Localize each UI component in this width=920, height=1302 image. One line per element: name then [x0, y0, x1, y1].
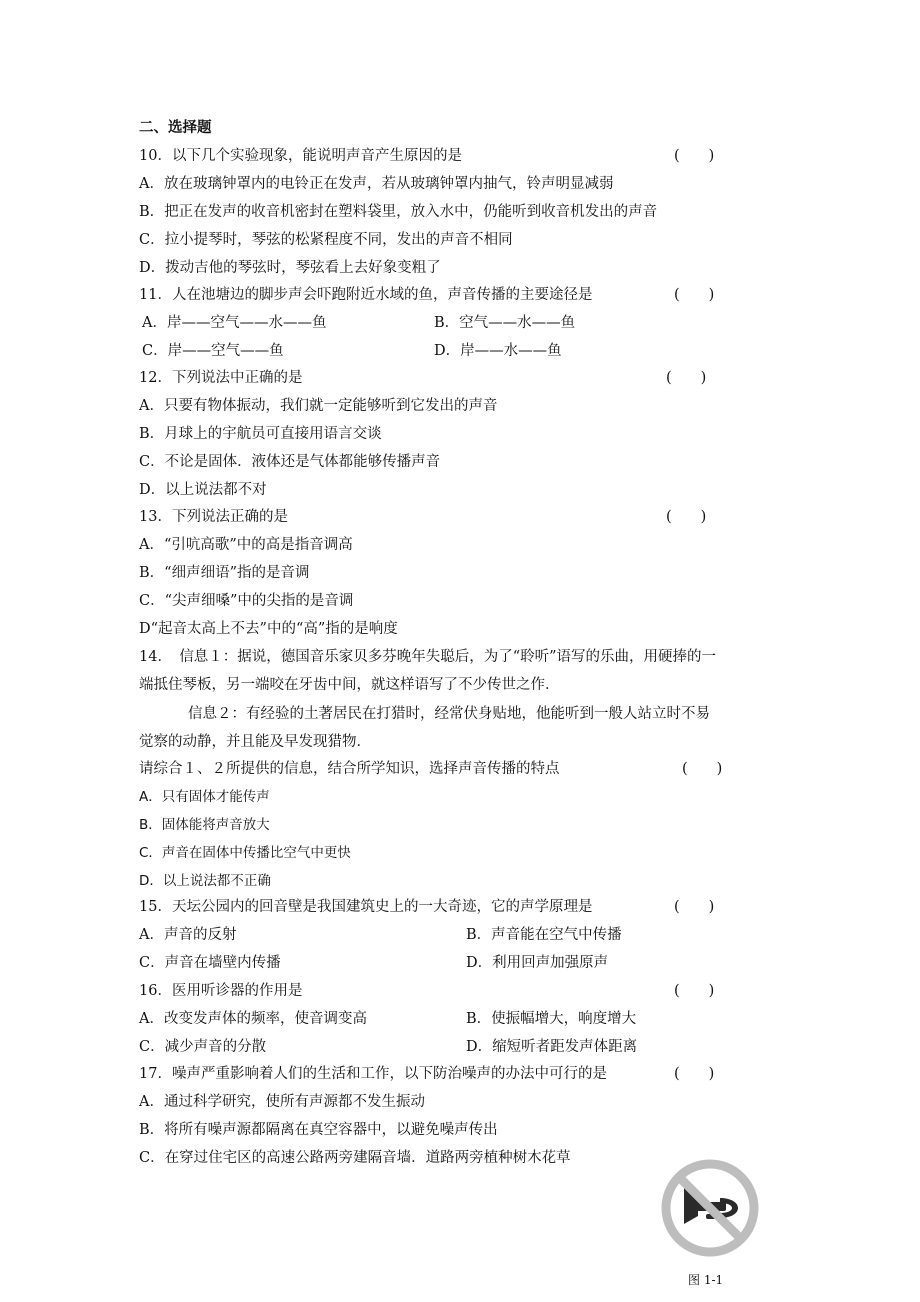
question-15-option-a: A．声音的反射	[139, 927, 237, 943]
question-12-answer-blank: ( )	[666, 370, 707, 386]
question-14-option-d: D．以上说法都不正确	[139, 873, 271, 889]
question-14-info-2-line-1: 信息２：有经验的土著居民在打猎时，经常伏身贴地，他能听到一般人站立时不易	[188, 706, 710, 722]
question-15-stem: 15．天坛公园内的回音壁是我国建筑史上的一大奇迹，它的声学原理是	[139, 899, 593, 915]
no-horn-sign-icon	[660, 1158, 760, 1258]
question-16-stem: 16．医用听诊器的作用是	[139, 983, 303, 999]
question-11-option-a: A．岸——空气——水——鱼	[142, 315, 327, 331]
question-12-option-d: D．以上说法都不对	[139, 482, 267, 498]
question-11-option-c: C．岸——空气——鱼	[142, 343, 284, 359]
question-14-option-c: C．声音在固体中传播比空气中更快	[139, 845, 351, 861]
question-15-option-b: B．声音能在空气中传播	[466, 927, 622, 943]
question-17-answer-blank: ( )	[674, 1066, 715, 1082]
question-13-answer-blank: ( )	[666, 509, 707, 525]
question-10-option-c: C．拉小提琴时，琴弦的松紧程度不同，发出的声音不相同	[139, 232, 513, 248]
question-13-option-a: A．“引吭高歌”中的高是指音调高	[139, 537, 353, 553]
question-13-option-b: B．“细声细语”指的是音调	[139, 565, 310, 581]
question-12-option-c: C．不论是固体．液体还是气体都能够传播声音	[139, 454, 441, 470]
question-17-option-a: A．通过科学研究，使所有声源都不发生振动	[139, 1094, 425, 1110]
question-16-option-a: A．改变发声体的频率，使音调变高	[139, 1011, 367, 1027]
question-17-option-b: B．将所有噪声源都隔离在真空容器中，以避免噪声传出	[139, 1122, 498, 1138]
question-10-option-b: B．把正在发声的收音机密封在塑料袋里，放入水中，仍能听到收音机发出的声音	[139, 204, 658, 220]
question-11-stem: 11．人在池塘边的脚步声会吓跑附近水域的鱼，声音传播的主要途径是	[139, 287, 593, 303]
question-14-stem: 请综合１、２所提供的信息，结合所学知识，选择声音传播的特点	[139, 761, 560, 777]
question-13-stem: 13．下列说法正确的是	[139, 509, 288, 525]
question-16-option-b: B．使振幅增大，响度增大	[466, 1011, 637, 1027]
question-10-answer-blank: ( )	[674, 148, 715, 164]
question-15-answer-blank: ( )	[674, 899, 715, 915]
question-15-option-c: C．声音在墙壁内传播	[139, 955, 281, 971]
figure-caption: 图 1-1	[688, 1273, 724, 1287]
question-17-option-c: C．在穿过住宅区的高速公路两旁建隔音墙．道路两旁植种树木花草	[139, 1150, 571, 1166]
question-12-stem: 12．下列说法中正确的是	[139, 370, 303, 386]
question-17-stem: 17．噪声严重影响着人们的生活和工作，以下防治噪声的办法中可行的是	[139, 1066, 607, 1082]
question-14-info-1-line-2: 端抵住琴板，另一端咬在牙齿中间，就这样语写了不少传世之作．	[139, 677, 560, 693]
question-13-option-d: D“起音太高上不去”中的“高”指的是响度	[139, 621, 398, 637]
question-14-answer-blank: ( )	[682, 761, 723, 777]
question-10-option-d: D．拨动吉他的琴弦时，琴弦看上去好象变粗了	[139, 260, 441, 276]
question-11-answer-blank: ( )	[674, 287, 715, 303]
question-14-info-2-line-2: 觉察的动静，并且能及早发现猎物．	[139, 734, 371, 750]
question-16-option-c: C．减少声音的分散	[139, 1039, 267, 1055]
question-12-option-b: B．月球上的宇航员可直接用语言交谈	[139, 426, 382, 442]
question-16-answer-blank: ( )	[674, 983, 715, 999]
question-16-option-d: D．缩短听者距发声体距离	[466, 1039, 638, 1055]
question-14-info-1-line-1: 14． 信息１：据说，德国音乐家贝多芬晚年失聪后，为了“聆听”语写的乐曲，用硬捧的一	[139, 649, 717, 665]
question-12-option-a: A．只要有物体振动，我们就一定能够听到它发出的声音	[139, 398, 498, 414]
question-10-option-a: A．放在玻璃钟罩内的电铃正在发声，若从玻璃钟罩内抽气，铃声明显减弱	[139, 176, 614, 192]
question-14-option-a: A．只有固体才能传声	[139, 789, 270, 805]
question-11-option-b: B．空气——水——鱼	[434, 315, 576, 331]
question-15-option-d: D．利用回声加强原声	[466, 955, 609, 971]
section-title: 二、选择题	[139, 119, 212, 136]
question-13-option-c: C．“尖声细嗓”中的尖指的是音调	[139, 593, 354, 609]
question-11-option-d: D．岸——水——鱼	[434, 343, 562, 359]
question-10-stem: 10．以下几个实验现象，能说明声音产生原因的是	[139, 148, 462, 164]
question-14-option-b: B．固体能将声音放大	[139, 817, 270, 833]
